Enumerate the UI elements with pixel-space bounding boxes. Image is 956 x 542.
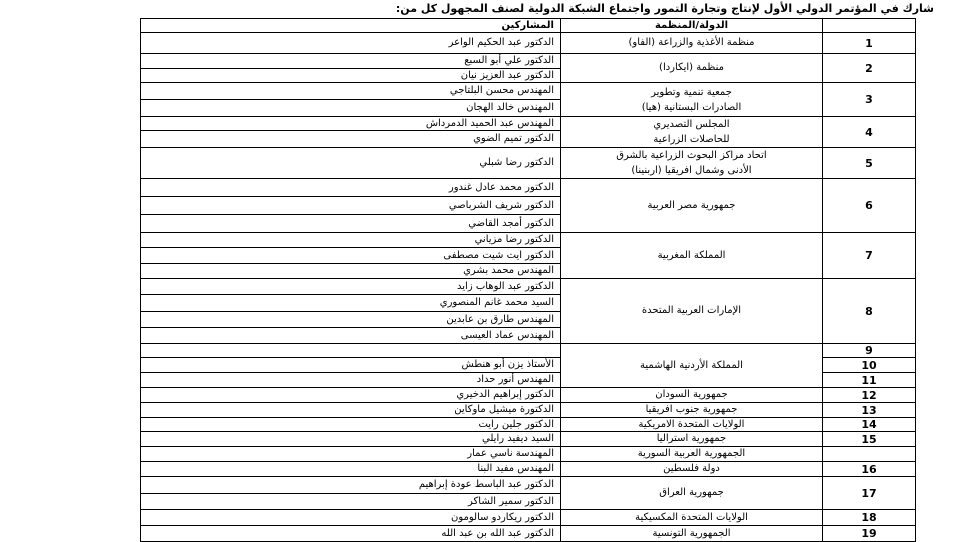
header-number <box>823 19 916 33</box>
country-line: جمهورية مصر العربية <box>647 199 736 211</box>
row-number: 16 <box>823 462 916 477</box>
participant-cell: المهندس مفيد البنا <box>141 462 561 477</box>
participant-cell: السيد محمد غانم المنصوري <box>141 295 561 312</box>
country-line: الجمهورية التونسية <box>652 527 731 539</box>
row-number: 17 <box>823 477 916 510</box>
table-row <box>141 403 916 418</box>
table-row <box>141 148 916 179</box>
participant-cell: الدكتور سمير الشاكر <box>141 494 561 510</box>
table-row <box>141 83 916 100</box>
country-cell <box>561 83 823 117</box>
country-line: منظمة (ايكاردا) <box>659 62 724 73</box>
country-line: الولايات المتحدة الامريكية <box>638 418 745 430</box>
row-number: 5 <box>823 148 916 179</box>
country-cell <box>561 54 823 83</box>
country-line: المجلس التصديري <box>653 119 730 130</box>
country-cell <box>561 403 823 418</box>
country-cell <box>561 526 823 542</box>
document-title: شارك في المؤتمر الدولي الأول لإنتاج وتجارة التمور واجتماع الشبكة الدولية لصنف المجهول كل من: <box>395 2 934 15</box>
participant-cell: المهندس طارق بن عابدين <box>141 312 561 328</box>
participant-cell: السيد ديفيد رايلي <box>141 432 561 447</box>
table-header-row <box>141 19 916 33</box>
row-number: 7 <box>823 233 916 279</box>
table-row <box>141 477 916 494</box>
country-cell <box>561 117 823 148</box>
table-row <box>141 388 916 403</box>
country-cell <box>561 388 823 403</box>
row-number: 1 <box>823 33 916 54</box>
participant-cell: المهندس أنور حداد <box>141 373 561 388</box>
country-line: للحاصلات الزراعية <box>653 134 730 145</box>
country-cell <box>561 462 823 477</box>
participant-cell: الأستاذ يزن أبو هنطش <box>141 358 561 373</box>
table-row <box>141 33 916 54</box>
participant-cell: الدكتور عبد الباسط عودة إبراهيم <box>141 477 561 494</box>
table-row <box>141 526 916 542</box>
participant-cell: الدكتور عبد الوهاب زايد <box>141 279 561 295</box>
participant-cell: الدكتور محمد عادل غندور <box>141 179 561 197</box>
participant-cell: المهندس عماد العيسى <box>141 328 561 344</box>
participant-cell: المهندس عبد الحميد الدمرداش <box>141 117 561 131</box>
header-participants: المشاركين <box>141 19 561 33</box>
country-line: الصادرات البستانية (هيا) <box>641 101 742 113</box>
row-number: 2 <box>823 54 916 83</box>
participant-cell: المهندسة ناسي عمار <box>141 447 561 462</box>
participant-cell: المهندس خالد الهجان <box>141 100 561 117</box>
table-row <box>141 447 916 462</box>
row-number: 8 <box>823 279 916 344</box>
participant-cell: الدكتور إبراهيم الدخيري <box>141 388 561 403</box>
country-line: الولايات المتحدة المكسيكية <box>635 511 748 523</box>
participant-cell: الدكتورة ميشيل ماوكاين <box>141 403 561 418</box>
participant-cell: الدكتور ايت شيت مصطفى <box>141 248 561 264</box>
row-number: 14 <box>823 418 916 432</box>
country-cell <box>561 179 823 233</box>
country-cell <box>561 477 823 510</box>
country-cell <box>561 510 823 526</box>
participant-cell: المهندس محمد بشري <box>141 264 561 279</box>
country-cell <box>561 233 823 279</box>
participant-cell: الدكتور رضا شبلي <box>141 148 561 179</box>
row-number: 4 <box>823 117 916 148</box>
country-line: جمعية تنمية وتطوير <box>651 86 732 98</box>
participant-cell: الدكتور علي أبو السبع <box>141 54 561 69</box>
country-line: جمهورية جنوب افريقيا <box>645 404 738 415</box>
country-line: جمهورية استراليا <box>656 433 727 444</box>
table-row <box>141 432 916 447</box>
country-line: جمهورية السودان <box>655 389 728 400</box>
country-cell <box>561 447 823 462</box>
participant-cell: الدكتور عبد العزيز نيان <box>141 69 561 83</box>
header-country: الدولة/المنظمة <box>561 19 823 33</box>
country-cell <box>561 432 823 447</box>
row-number: 19 <box>823 526 916 542</box>
country-cell <box>561 418 823 432</box>
participants-table <box>140 18 916 542</box>
row-number: 12 <box>823 388 916 403</box>
country-line: المملكة المغربية <box>657 249 726 261</box>
country-line: اتحاد مراكز البحوث الزراعية بالشرق <box>616 150 767 161</box>
country-line: المملكة الأردنية الهاشمية <box>640 359 743 371</box>
table-row <box>141 510 916 526</box>
row-number: 18 <box>823 510 916 526</box>
row-number: 10 <box>823 358 916 373</box>
table-row <box>141 54 916 69</box>
table-row <box>141 233 916 248</box>
participant-cell: الدكتور جلين رايت <box>141 418 561 432</box>
table-row <box>141 462 916 477</box>
country-line: منظمة الأغذية والزراعة (الفاو) <box>628 37 755 48</box>
row-number: 6 <box>823 179 916 233</box>
row-number: 9 <box>823 344 916 358</box>
country-line: الأدنى وشمال افريقيا (اربنينا) <box>631 165 752 176</box>
participant-cell: الدكتور شريف الشرباصي <box>141 197 561 215</box>
participant-cell: الدكتور أمجد القاضي <box>141 215 561 233</box>
participant-cell: الدكتور ريكاردو سالومون <box>141 510 561 526</box>
participant-cell <box>141 344 561 358</box>
country-cell <box>561 33 823 54</box>
row-number: 15 <box>823 432 916 447</box>
row-number: 3 <box>823 83 916 117</box>
row-number: 13 <box>823 403 916 418</box>
participant-cell: الدكتور رضا مزياني <box>141 233 561 248</box>
table-row <box>141 279 916 295</box>
table-row <box>141 344 916 358</box>
row-number: 11 <box>823 373 916 388</box>
country-cell <box>561 148 823 179</box>
country-line: دولة فلسطين <box>663 463 720 474</box>
participant-cell: المهندس محسن البلتاجي <box>141 83 561 100</box>
country-cell <box>561 344 823 388</box>
participant-cell: الدكتور عبد الله بن عبد الله <box>141 526 561 542</box>
country-cell <box>561 279 823 344</box>
country-line: جمهورية العراق <box>659 487 724 498</box>
participant-cell: الدكتور تميم الضوي <box>141 131 561 148</box>
table-row <box>141 179 916 197</box>
country-line: الجمهورية العربية السورية <box>637 448 746 459</box>
table-row <box>141 117 916 131</box>
participant-cell: الدكتور عبد الحكيم الواعر <box>141 33 561 54</box>
table-row <box>141 418 916 432</box>
country-line: الإمارات العربية المتحدة <box>641 305 742 316</box>
row-number <box>823 447 916 462</box>
